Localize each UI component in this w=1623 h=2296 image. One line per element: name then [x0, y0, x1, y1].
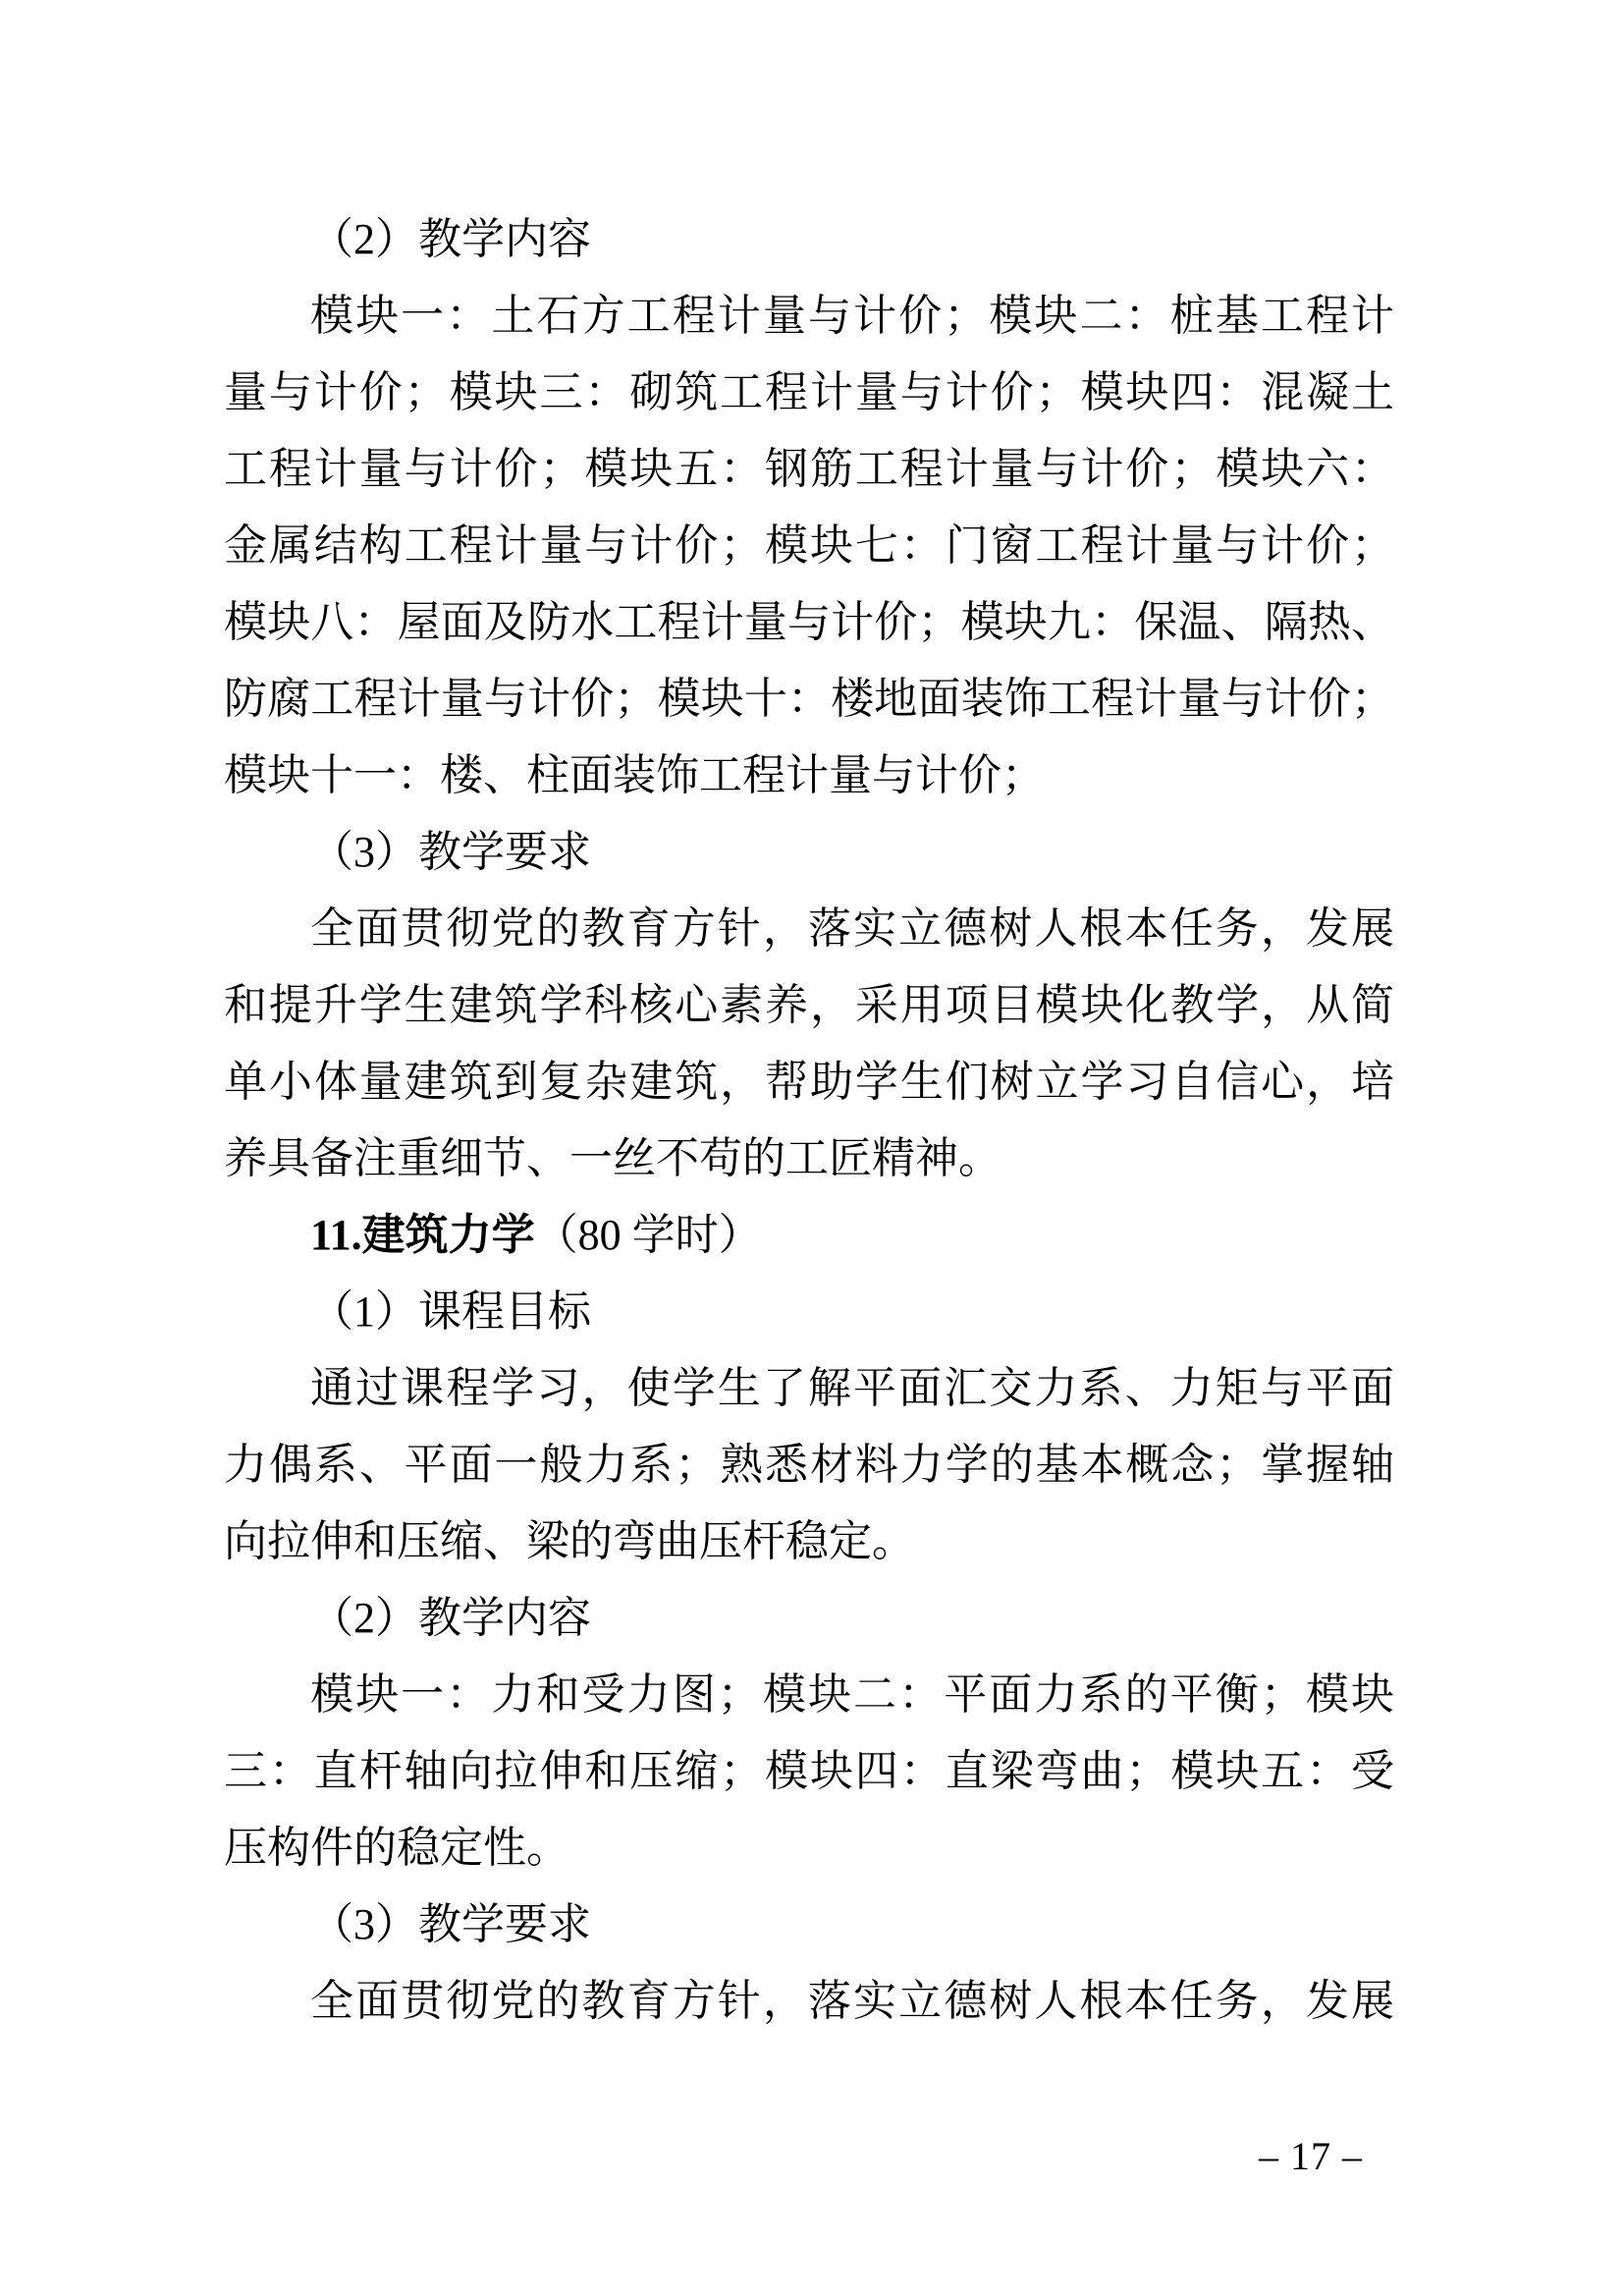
- paragraph-line: 模块一：土石方工程计量与计价；模块二：桩基工程计: [310, 292, 1394, 340]
- paragraph-line: 养具备注重细节、一丝不苟的工匠精神。: [224, 1134, 1001, 1182]
- section-label-line: （2）教学内容: [310, 1594, 591, 1642]
- course-title-text: 11.建筑力学: [310, 1211, 535, 1259]
- page-number: – 17 –: [1259, 2134, 1363, 2178]
- paragraph-line: 力偶系、平面一般力系；熟悉材料力学的基本概念；掌握轴: [224, 1441, 1394, 1489]
- section-label-line: （2）教学内容: [310, 215, 591, 263]
- section-label-line: （1）课程目标: [310, 1287, 591, 1336]
- paragraph-line: 防腐工程计量与计价；模块十：楼地面装饰工程计量与计价；: [224, 675, 1394, 723]
- section-label-line: （3）教学要求: [310, 828, 591, 876]
- paragraph-line: 通过课程学习，使学生了解平面汇交力系、力矩与平面: [310, 1364, 1394, 1412]
- paragraph-line: 模块十一：楼、柱面装饰工程计量与计价；: [224, 751, 1045, 799]
- document-body: [224, 201, 1394, 2040]
- paragraph-line: 模块八：屋面及防水工程计量与计价；模块九：保温、隔热、: [224, 598, 1394, 646]
- course-hours-text: （80 学时）: [534, 1211, 762, 1259]
- section-label-line: （3）教学要求: [310, 1900, 591, 1948]
- paragraph-line: 和提升学生建筑学科核心素养，采用项目模块化教学，从简: [224, 981, 1394, 1029]
- paragraph-line: 单小体量建筑到复杂建筑，帮助学生们树立学习自信心，培: [224, 1058, 1394, 1106]
- paragraph-line: 金属结构工程计量与计价；模块七：门窗工程计量与计价；: [224, 521, 1394, 570]
- paragraph-line: 三：直杆轴向拉伸和压缩；模块四：直梁弯曲；模块五：受: [224, 1747, 1394, 1795]
- paragraph-line: 向拉伸和压缩、梁的弯曲压杆稳定。: [224, 1517, 915, 1565]
- course-title-line: [224, 1197, 1394, 1274]
- paragraph-line: 全面贯彻党的教育方针，落实立德树人根本任务，发展: [310, 904, 1394, 953]
- paragraph-line: 模块一：力和受力图；模块二：平面力系的平衡；模块: [310, 1670, 1394, 1719]
- paragraph-line: 全面贯彻党的教育方针，落实立德树人根本任务，发展: [310, 1977, 1394, 2025]
- paragraph-line: 压构件的稳定性。: [224, 1824, 569, 1872]
- paragraph-line: 工程计量与计价；模块五：钢筋工程计量与计价；模块六：: [224, 445, 1394, 493]
- paragraph-line: 量与计价；模块三：砌筑工程计量与计价；模块四：混凝土: [224, 368, 1394, 416]
